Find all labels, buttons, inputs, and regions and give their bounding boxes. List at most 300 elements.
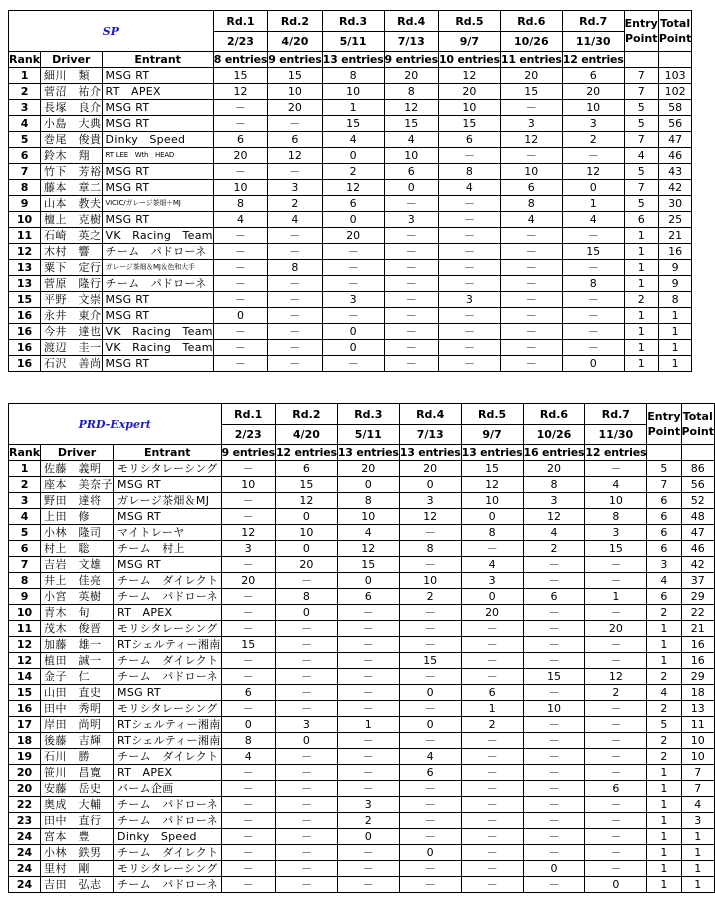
- table-row: [9, 84, 692, 100]
- round-points-cell: －: [213, 292, 267, 308]
- round-points-cell: －: [221, 669, 275, 685]
- entrant-cell: チーム パドローネ: [114, 589, 221, 605]
- rank-cell: 5: [9, 525, 41, 541]
- rank-cell: 10: [9, 605, 41, 621]
- entry-point-cell: 2: [647, 749, 681, 765]
- total-point-cell: 21: [681, 621, 714, 637]
- rank-cell: 16: [9, 356, 41, 372]
- entrant-cell: MSG RT: [102, 308, 213, 324]
- round-points-cell: 8: [585, 509, 647, 525]
- rank-cell: 7: [9, 164, 41, 180]
- round-points-cell: 12: [322, 180, 384, 196]
- entry-point-cell: 1: [624, 340, 658, 356]
- round-points-cell: 8: [275, 589, 337, 605]
- entrant-cell: MSG RT: [102, 292, 213, 308]
- round-points-cell: －: [384, 292, 438, 308]
- entrant-cell: チーム パドローネ: [114, 669, 221, 685]
- round-points-cell: 4: [500, 212, 562, 228]
- entry-point-cell: 5: [624, 164, 658, 180]
- entrant-cell: チーム ダイレクト: [114, 749, 221, 765]
- round-points-cell: 20: [384, 68, 438, 84]
- rank-cell: 20: [9, 781, 41, 797]
- table-row: [9, 781, 715, 797]
- round-points-cell: 0: [322, 340, 384, 356]
- round-points-cell: 3: [268, 180, 322, 196]
- round-points-cell: 10: [438, 100, 500, 116]
- round-label: Rd.4: [384, 11, 438, 32]
- table-row: [9, 308, 692, 324]
- total-point-cell: 21: [658, 228, 691, 244]
- total-point-cell: 1: [658, 356, 691, 372]
- round-points-cell: 15: [438, 116, 500, 132]
- round-points-cell: －: [337, 605, 399, 621]
- driver-header: Driver: [41, 52, 103, 68]
- round-points-cell: 1: [322, 100, 384, 116]
- round-points-cell: 4: [438, 180, 500, 196]
- entrant-cell: Dinky Speed: [114, 829, 221, 845]
- round-points-cell: 3: [523, 493, 585, 509]
- entry-point-cell: 1: [647, 765, 681, 781]
- table-row: [9, 829, 715, 845]
- prd-standings-table: [8, 403, 715, 893]
- round-points-cell: －: [585, 717, 647, 733]
- entrant-cell: RT APEX: [114, 605, 221, 621]
- round-points-cell: 6: [221, 685, 275, 701]
- round-points-cell: －: [399, 797, 461, 813]
- round-points-cell: －: [438, 356, 500, 372]
- round-points-cell: －: [585, 733, 647, 749]
- round-points-cell: －: [500, 308, 562, 324]
- round-points-cell: －: [500, 260, 562, 276]
- entry-point-cell: 2: [624, 292, 658, 308]
- round-points-cell: 15: [268, 68, 322, 84]
- round-label: Rd.5: [438, 11, 500, 32]
- driver-cell: 佐藤 義明: [41, 461, 114, 477]
- round-entries: 9 entries: [384, 53, 438, 66]
- entrant-cell: RTシェルティー湘南: [114, 717, 221, 733]
- entrant-cell: チーム 村上: [114, 541, 221, 557]
- round-points-cell: 4: [562, 212, 624, 228]
- rank-cell: 12: [9, 244, 41, 260]
- round-points-cell: 1: [461, 701, 523, 717]
- entrant-cell: ガレージ茶畑＆MJ: [114, 493, 221, 509]
- rank-cell: 24: [9, 877, 41, 893]
- round-points-cell: 10: [562, 100, 624, 116]
- round-points-cell: 8: [384, 84, 438, 100]
- round-points-cell: 3: [461, 573, 523, 589]
- round-points-cell: 0: [213, 308, 267, 324]
- round-points-cell: －: [268, 116, 322, 132]
- entrant-cell: モリシタレーシング: [114, 621, 221, 637]
- round-entries: 16 entries: [523, 446, 585, 459]
- round-points-cell: －: [268, 340, 322, 356]
- round-points-cell: 20: [268, 100, 322, 116]
- round-points-cell: －: [384, 196, 438, 212]
- round-points-cell: 15: [221, 637, 275, 653]
- round-points-cell: 2: [337, 813, 399, 829]
- round-points-cell: 10: [523, 701, 585, 717]
- round-label: Rd.5: [461, 404, 523, 425]
- entrant-cell: RTシェルティー湘南: [114, 733, 221, 749]
- entry-point-cell: 5: [647, 461, 681, 477]
- rank-cell: 2: [9, 84, 41, 100]
- round-points-cell: －: [275, 573, 337, 589]
- rank-cell: 5: [9, 132, 41, 148]
- table-row: [9, 589, 715, 605]
- round-points-cell: 0: [275, 541, 337, 557]
- round-entries: 9 entries: [221, 446, 275, 459]
- round-points-cell: －: [213, 340, 267, 356]
- round-points-cell: －: [399, 829, 461, 845]
- driver-cell: 石崎 英之: [41, 228, 103, 244]
- total-point-cell: 1: [681, 845, 714, 861]
- round-points-cell: －: [523, 877, 585, 893]
- driver-cell: 小島 大典: [41, 116, 103, 132]
- table-row: [9, 845, 715, 861]
- driver-cell: 加藤 雄一: [41, 637, 114, 653]
- round-points-cell: －: [585, 557, 647, 573]
- round-points-cell: －: [461, 877, 523, 893]
- entry-point-cell: 2: [647, 733, 681, 749]
- entrant-cell: バーム企画: [114, 781, 221, 797]
- total-point-cell: 18: [681, 685, 714, 701]
- rank-cell: 4: [9, 116, 41, 132]
- round-points-cell: －: [399, 621, 461, 637]
- total-point-cell: 56: [681, 477, 714, 493]
- entrant-cell: MSG RT: [114, 509, 221, 525]
- round-label: Rd.2: [275, 404, 337, 425]
- driver-cell: 金子 仁: [41, 669, 114, 685]
- table-row: [9, 228, 692, 244]
- entrant-cell: MSG RT: [102, 212, 213, 228]
- entry-point-cell: 7: [647, 477, 681, 493]
- round-points-cell: －: [221, 557, 275, 573]
- round-points-cell: －: [438, 340, 500, 356]
- rank-cell: 16: [9, 701, 41, 717]
- round-points-cell: －: [268, 292, 322, 308]
- table-row: [9, 196, 692, 212]
- round-label: Rd.3: [322, 11, 384, 32]
- round-points-cell: 12: [268, 148, 322, 164]
- round-points-cell: －: [500, 100, 562, 116]
- entry-point-cell: 1: [647, 829, 681, 845]
- round-points-cell: －: [523, 573, 585, 589]
- total-point-cell: 30: [658, 196, 691, 212]
- round-points-cell: 15: [562, 244, 624, 260]
- total-point-blank: [658, 52, 691, 68]
- round-points-cell: －: [213, 100, 267, 116]
- round-points-cell: 0: [585, 877, 647, 893]
- entrant-cell: MSG RT: [102, 356, 213, 372]
- round-points-cell: 8: [438, 164, 500, 180]
- round-points-cell: 0: [337, 573, 399, 589]
- round-points-cell: －: [585, 701, 647, 717]
- driver-cell: 井上 佳亮: [41, 573, 114, 589]
- round-points-cell: 20: [213, 148, 267, 164]
- round-points-cell: －: [275, 749, 337, 765]
- total-point-cell: 43: [658, 164, 691, 180]
- round-label: Rd.1: [213, 11, 267, 32]
- round-points-cell: 8: [322, 68, 384, 84]
- round-points-cell: －: [275, 685, 337, 701]
- round-points-cell: －: [562, 292, 624, 308]
- round-points-cell: －: [461, 765, 523, 781]
- round-points-cell: －: [268, 164, 322, 180]
- entry-point-cell: 7: [624, 84, 658, 100]
- round-points-cell: 20: [562, 84, 624, 100]
- driver-cell: 渡辺 圭一: [41, 340, 103, 356]
- table-row: [9, 637, 715, 653]
- table-row: [9, 765, 715, 781]
- round-points-cell: 4: [384, 132, 438, 148]
- driver-cell: 座本 美奈子: [41, 477, 114, 493]
- driver-cell: 山田 直史: [41, 685, 114, 701]
- total-point-cell: 16: [681, 637, 714, 653]
- driver-cell: 竹下 芳裕: [41, 164, 103, 180]
- round-date: 2/23: [213, 32, 267, 52]
- round-points-cell: －: [221, 621, 275, 637]
- entry-point-cell: 1: [647, 653, 681, 669]
- table-row: [9, 509, 715, 525]
- entrant-cell: チーム ダイレクト: [114, 573, 221, 589]
- entrant-cell: チーム ダイレクト: [114, 653, 221, 669]
- total-point-cell: 46: [681, 541, 714, 557]
- driver-cell: 田中 直行: [41, 813, 114, 829]
- round-date: 9/7: [461, 425, 523, 445]
- round-points-cell: 4: [461, 557, 523, 573]
- round-points-cell: －: [461, 749, 523, 765]
- round-points-cell: 0: [275, 509, 337, 525]
- entry-point-cell: 3: [647, 557, 681, 573]
- round-points-cell: －: [275, 813, 337, 829]
- round-points-cell: 0: [322, 148, 384, 164]
- rank-cell: 9: [9, 196, 41, 212]
- round-points-cell: －: [221, 861, 275, 877]
- rank-cell: 2: [9, 477, 41, 493]
- round-points-cell: －: [500, 356, 562, 372]
- round-points-cell: －: [337, 749, 399, 765]
- round-points-cell: 4: [268, 212, 322, 228]
- round-points-cell: 15: [500, 84, 562, 100]
- entry-point-cell: 7: [624, 68, 658, 84]
- round-points-cell: －: [221, 877, 275, 893]
- entry-point-cell: 1: [624, 228, 658, 244]
- round-points-cell: －: [384, 244, 438, 260]
- total-point-cell: 7: [681, 765, 714, 781]
- round-points-cell: 15: [322, 116, 384, 132]
- round-points-cell: －: [337, 637, 399, 653]
- entry-point-cell: 5: [624, 196, 658, 212]
- round-points-cell: 10: [500, 164, 562, 180]
- table-row: [9, 861, 715, 877]
- driver-cell: 村上 聡: [41, 541, 114, 557]
- round-points-cell: －: [322, 356, 384, 372]
- table-row: [9, 68, 692, 84]
- entrant-cell: MSG RT: [114, 557, 221, 573]
- table-row: [9, 733, 715, 749]
- round-points-cell: －: [268, 308, 322, 324]
- total-point-cell: 1: [681, 861, 714, 877]
- round-points-cell: －: [523, 717, 585, 733]
- round-points-cell: －: [268, 324, 322, 340]
- entrant-cell: MSG RT: [102, 180, 213, 196]
- total-point-cell: 1: [658, 340, 691, 356]
- round-points-cell: －: [461, 781, 523, 797]
- entry-point-cell: 7: [624, 180, 658, 196]
- entrant-cell: MSG RT: [102, 68, 213, 84]
- round-points-cell: －: [461, 829, 523, 845]
- round-label: Rd.7: [585, 404, 647, 425]
- table-title: SP: [9, 11, 214, 52]
- total-point-cell: 25: [658, 212, 691, 228]
- round-points-cell: －: [221, 461, 275, 477]
- round-points-cell: 3: [337, 797, 399, 813]
- entry-point-header: Entry Point: [647, 404, 681, 445]
- rank-cell: 12: [9, 637, 41, 653]
- round-points-cell: 2: [461, 717, 523, 733]
- entry-point-header: Entry Point: [624, 11, 658, 52]
- round-points-cell: －: [337, 765, 399, 781]
- round-points-cell: 20: [461, 605, 523, 621]
- round-points-cell: 10: [461, 493, 523, 509]
- round-points-cell: －: [562, 228, 624, 244]
- driver-cell: 吉田 弘志: [41, 877, 114, 893]
- round-points-cell: －: [461, 733, 523, 749]
- round-label: Rd.4: [399, 404, 461, 425]
- table-row: [9, 621, 715, 637]
- round-entries: 13 entries: [461, 446, 523, 459]
- round-points-cell: 1: [585, 589, 647, 605]
- entrant-cell: モリシタレーシング: [114, 461, 221, 477]
- round-points-cell: －: [523, 557, 585, 573]
- round-points-cell: －: [221, 653, 275, 669]
- round-points-cell: －: [322, 244, 384, 260]
- round-points-cell: 6: [384, 164, 438, 180]
- round-entries: 13 entries: [337, 446, 399, 459]
- round-points-cell: 15: [384, 116, 438, 132]
- driver-cell: 野田 達将: [41, 493, 114, 509]
- round-points-cell: －: [384, 228, 438, 244]
- driver-cell: 小林 隆司: [41, 525, 114, 541]
- round-points-cell: 10: [268, 84, 322, 100]
- round-points-cell: －: [213, 164, 267, 180]
- entry-point-cell: 1: [624, 356, 658, 372]
- round-points-cell: 15: [275, 477, 337, 493]
- table-row: [9, 164, 692, 180]
- entry-point-cell: 5: [624, 116, 658, 132]
- round-date: 7/13: [399, 425, 461, 445]
- round-points-cell: －: [562, 308, 624, 324]
- round-points-cell: 2: [562, 132, 624, 148]
- driver-cell: 田中 秀明: [41, 701, 114, 717]
- round-entries: 8 entries: [213, 53, 268, 66]
- table-row: [9, 669, 715, 685]
- driver-cell: 山本 教夫: [41, 196, 103, 212]
- round-label: Rd.6: [523, 404, 585, 425]
- total-point-header: Total Point: [658, 11, 691, 52]
- round-entries: 11 entries: [500, 53, 562, 66]
- driver-cell: 細川 類: [41, 68, 103, 84]
- round-points-cell: －: [337, 733, 399, 749]
- driver-cell: 檀上 克樹: [41, 212, 103, 228]
- total-point-cell: 46: [658, 148, 691, 164]
- round-points-cell: 0: [322, 212, 384, 228]
- round-points-cell: －: [275, 845, 337, 861]
- round-points-cell: －: [221, 493, 275, 509]
- entry-point-cell: 7: [624, 132, 658, 148]
- entry-point-cell: 1: [624, 324, 658, 340]
- round-points-cell: －: [213, 260, 267, 276]
- round-points-cell: 10: [213, 180, 267, 196]
- round-points-cell: 0: [337, 477, 399, 493]
- round-points-cell: 20: [275, 557, 337, 573]
- round-points-cell: 8: [562, 276, 624, 292]
- total-point-cell: 52: [681, 493, 714, 509]
- table-row: [9, 116, 692, 132]
- round-points-cell: 15: [337, 557, 399, 573]
- total-point-cell: 1: [658, 324, 691, 340]
- rank-cell: 24: [9, 861, 41, 877]
- total-point-cell: 42: [658, 180, 691, 196]
- round-points-cell: 3: [585, 525, 647, 541]
- entrant-cell: RT APEX: [102, 84, 213, 100]
- total-point-blank: [681, 445, 714, 461]
- driver-cell: 笹川 昌寛: [41, 765, 114, 781]
- driver-cell: 菅沼 祐介: [41, 84, 103, 100]
- total-point-cell: 8: [658, 292, 691, 308]
- rank-cell: 3: [9, 100, 41, 116]
- round-points-cell: －: [221, 589, 275, 605]
- round-points-cell: 12: [221, 525, 275, 541]
- round-points-cell: 3: [275, 717, 337, 733]
- table-row: [9, 685, 715, 701]
- round-points-cell: －: [399, 637, 461, 653]
- driver-cell: 小宮 英樹: [41, 589, 114, 605]
- entry-point-cell: 4: [624, 148, 658, 164]
- total-point-cell: 56: [658, 116, 691, 132]
- round-points-cell: 3: [500, 116, 562, 132]
- round-points-cell: －: [275, 621, 337, 637]
- round-points-cell: 0: [562, 356, 624, 372]
- round-points-cell: －: [213, 324, 267, 340]
- round-points-cell: －: [461, 861, 523, 877]
- entry-point-cell: 1: [647, 797, 681, 813]
- round-points-cell: 2: [399, 589, 461, 605]
- round-points-cell: 6: [523, 589, 585, 605]
- round-points-cell: 20: [399, 461, 461, 477]
- table-row: [9, 653, 715, 669]
- round-points-cell: 3: [221, 541, 275, 557]
- round-points-cell: 8: [221, 733, 275, 749]
- entrant-cell: Dinky Speed: [102, 132, 213, 148]
- round-points-cell: 15: [461, 461, 523, 477]
- entry-point-blank: [647, 445, 681, 461]
- round-points-cell: 12: [384, 100, 438, 116]
- rank-cell: 12: [9, 653, 41, 669]
- round-points-cell: 6: [585, 781, 647, 797]
- driver-cell: 奥成 大輔: [41, 797, 114, 813]
- round-points-cell: －: [384, 260, 438, 276]
- round-date: 4/20: [275, 425, 337, 445]
- entrant-cell: チーム パドローネ: [102, 276, 213, 292]
- round-points-cell: 15: [585, 541, 647, 557]
- rank-cell: 20: [9, 765, 41, 781]
- round-points-cell: －: [523, 749, 585, 765]
- round-points-cell: 2: [523, 541, 585, 557]
- round-points-cell: －: [562, 340, 624, 356]
- entrant-cell: MSG RT: [114, 477, 221, 493]
- entry-point-cell: 2: [647, 669, 681, 685]
